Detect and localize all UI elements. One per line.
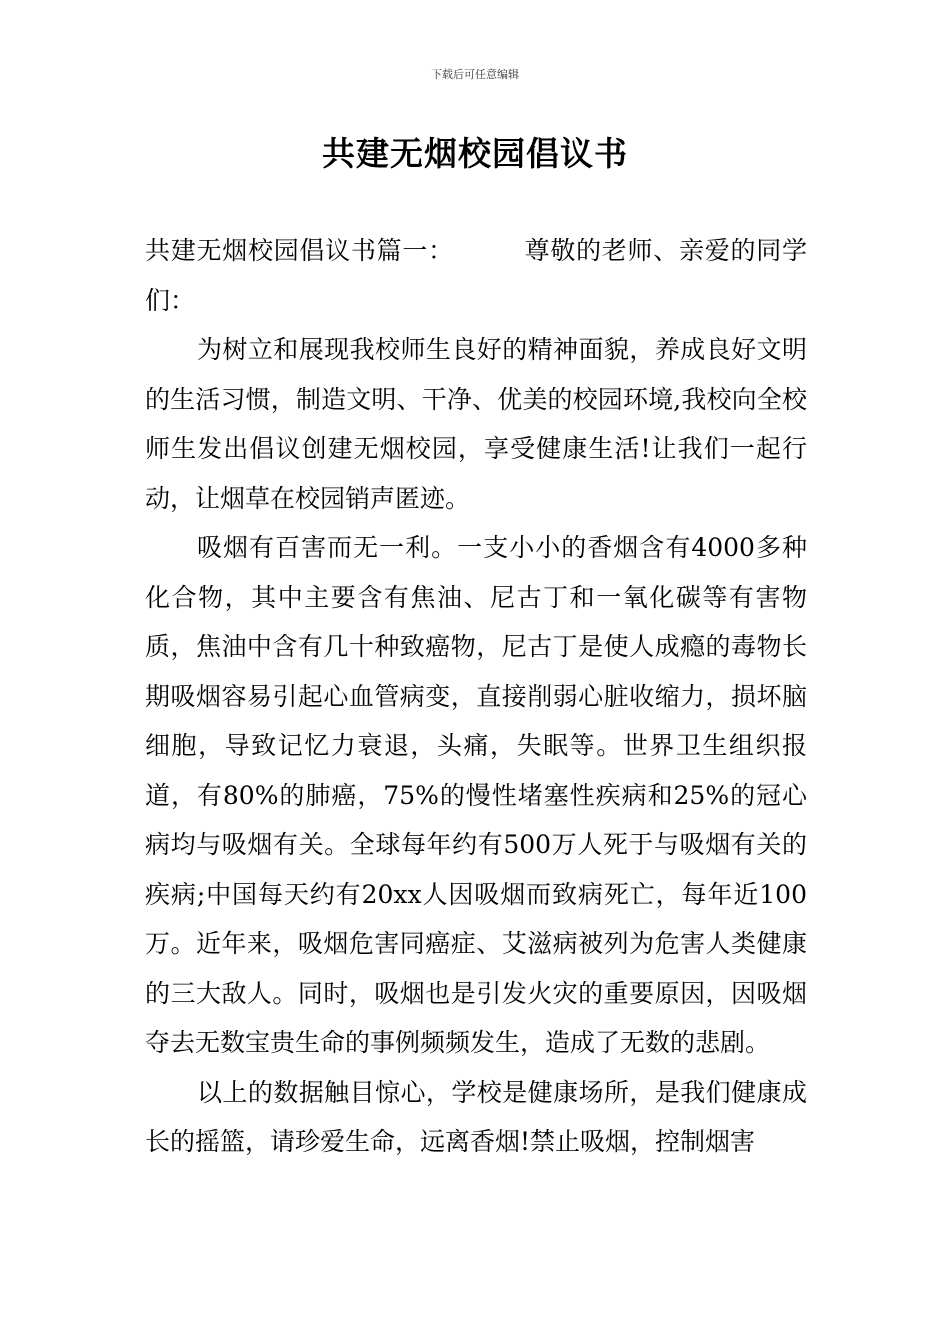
intro-paragraph (145, 226, 807, 325)
page-header-note: 下载后可任意编辑 (431, 68, 519, 81)
body-paragraph-1: 为树立和展现我校师生良好的精神面貌，养成良好文明的生活习惯，制造文明、干净、优美的校园环境,我校向全校师生发出倡议创建无烟校园，享受健康生活!让我们一起行动，让烟草在校园销声匿迹。 (145, 335, 807, 513)
document-body (145, 226, 807, 1167)
body-paragraph-2: 吸烟有百害而无一利。一支小小的香烟含有4000多种化合物，其中主要含有焦油、尼古丁和一氧化碳等有害物质，焦油中含有几十种致癌物，尼古丁是使人成瘾的毒物长期吸烟容易引起心血管病变，直接削弱心脏收缩力，损坏脑细胞，导致记忆力衰退，头痛，失眠等。世界卫生组织报道，有80%的肺癌，75%的慢性堵塞性疾病和25%的冠心病均与吸烟有关。全球每年约有500万人死于与吸烟有关的疾病;中国每天约有20xx人因吸烟而致病死亡，每年近100万。近年来，吸烟危害同癌症、艾滋病被列为危害人类健康的三大敌人。同时，吸烟也是引发火灾的重要原因，因吸烟夺去无数宝贵生命的事例频频发生，造成了无数的悲剧。 (145, 533, 807, 1057)
document-title: 共建无烟校园倡议书 (322, 134, 628, 173)
body-paragraph-3: 以上的数据触目惊心，学校是健康场所，是我们健康成长的摇篮，请珍爱生命，远离香烟!禁止吸烟，控制烟害 (145, 1077, 807, 1156)
intro-prefix: 共建无烟校园倡议书篇一： (145, 236, 454, 265)
salutation: 尊敬的老师、亲爱的同学们： (145, 236, 807, 315)
